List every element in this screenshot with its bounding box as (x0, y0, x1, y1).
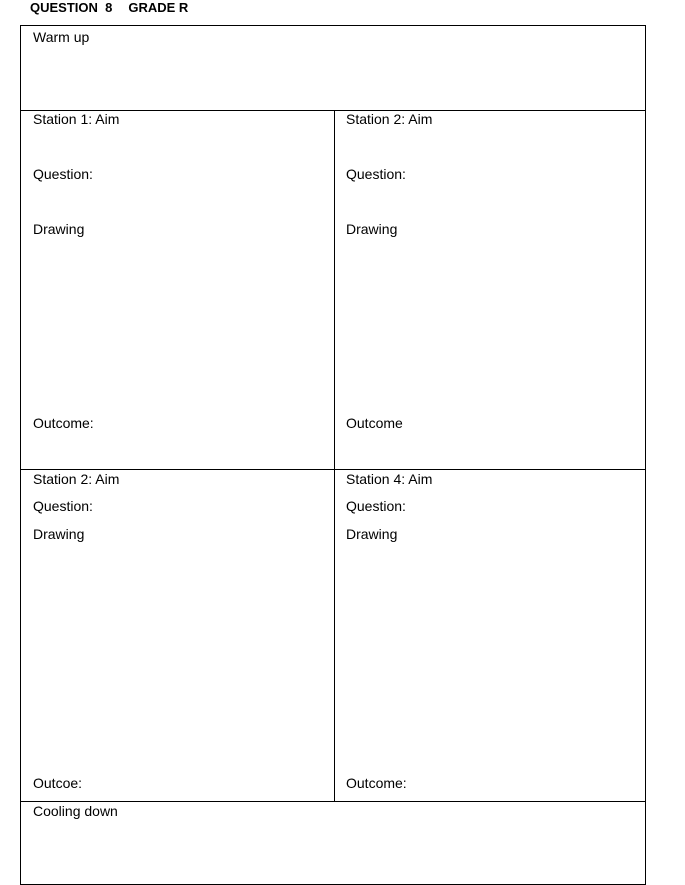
cooling-down-label: Cooling down (33, 803, 118, 819)
station-2b-aim: Station 2: Aim (33, 471, 120, 487)
question-number: QUESTION 8 (30, 0, 113, 15)
page-heading (30, 0, 188, 15)
station-2b-drawing: Drawing (33, 526, 85, 542)
warm-up-label: Warm up (33, 29, 90, 45)
station-2a-aim: Station 2: Aim (346, 111, 433, 127)
divider-cooldown (21, 801, 645, 802)
lesson-plan-table (20, 25, 646, 885)
station-2a-outcome: Outcome (346, 415, 403, 431)
station-column-divider (334, 110, 335, 802)
station-4-drawing: Drawing (346, 526, 398, 542)
station-2b-question: Question: (33, 498, 93, 514)
grade-label: GRADE R (128, 0, 189, 15)
station-4-aim: Station 4: Aim (346, 471, 433, 487)
station-4-question: Question: (346, 498, 406, 514)
station-2b-outcome: Outcoe: (33, 775, 83, 791)
station-1-question: Question: (33, 166, 93, 182)
divider-row1-row2 (21, 469, 645, 470)
station-4-outcome: Outcome: (346, 775, 407, 791)
station-1-aim: Station 1: Aim (33, 111, 120, 127)
station-1-drawing: Drawing (33, 221, 85, 237)
station-2a-question: Question: (346, 166, 406, 182)
station-2a-drawing: Drawing (346, 221, 398, 237)
station-1-outcome: Outcome: (33, 415, 94, 431)
